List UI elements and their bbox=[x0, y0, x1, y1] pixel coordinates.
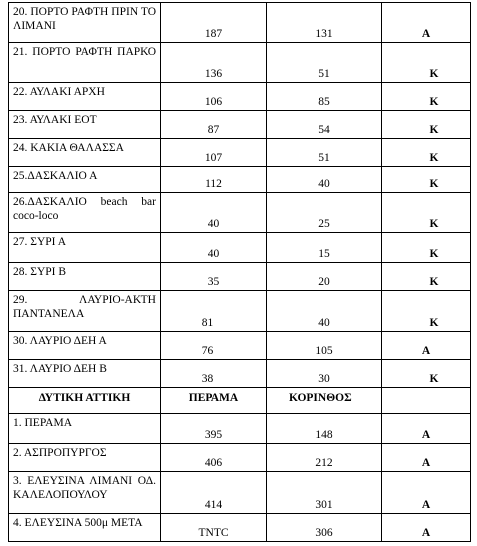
column-heading-perama: ΠΕΡΑΜΑ bbox=[188, 392, 239, 404]
grade: Α bbox=[421, 457, 431, 469]
table-row bbox=[9, 444, 471, 472]
grade: Α bbox=[421, 499, 431, 511]
value-a: 40 bbox=[207, 218, 220, 230]
value-b: 306 bbox=[315, 527, 333, 539]
station-name: 4. ΕΛΕΥΣΙΝΑ 500μ ΜΕΤΑ bbox=[9, 514, 161, 542]
table-row bbox=[9, 193, 471, 233]
station-name: 21. ΠΟΡΤΟ ΡΑΦΤΗ ΠΑΡΚΟ bbox=[9, 43, 161, 83]
table-row bbox=[9, 360, 471, 388]
grade: Κ bbox=[429, 178, 439, 190]
grade: Α bbox=[421, 527, 431, 539]
value-b: 54 bbox=[318, 124, 330, 136]
value-a: 406 bbox=[204, 457, 223, 469]
value-a: 35 bbox=[207, 276, 220, 288]
value-b: 40 bbox=[318, 317, 330, 329]
table-row bbox=[9, 414, 471, 444]
grade: Κ bbox=[429, 96, 439, 108]
value-a: 38 bbox=[201, 373, 214, 385]
value-b: 40 bbox=[318, 178, 330, 190]
station-name: 22. ΑΥΛΑΚΙ ΑΡΧΗ bbox=[9, 83, 161, 111]
water-quality-table bbox=[8, 2, 471, 542]
table-row bbox=[9, 83, 471, 111]
value-b: 105 bbox=[315, 345, 333, 357]
station-name: 31. ΛΑΥΡΙΟ ΔΕΗ Β bbox=[9, 360, 161, 388]
section-header-row bbox=[9, 388, 471, 414]
station-name: 29. ΛΑΥΡΙΟ-ΑΚΤΗ ΠΑΝΤΑΝΕΛΑ bbox=[9, 291, 161, 332]
table-row bbox=[9, 3, 471, 43]
value-a: 112 bbox=[205, 178, 222, 190]
station-name: 26.ΔΑΣΚΑΛΙΟ beach bar coco-loco bbox=[9, 193, 161, 233]
table-row bbox=[9, 43, 471, 83]
station-name: 28. ΣΥΡΙ Β bbox=[9, 263, 161, 291]
table-row bbox=[9, 291, 471, 332]
grade: Κ bbox=[429, 276, 439, 288]
grade: Α bbox=[421, 28, 431, 40]
grade: Κ bbox=[429, 317, 439, 329]
value-b: 148 bbox=[315, 429, 333, 441]
value-b: 15 bbox=[318, 248, 330, 260]
value-a: 76 bbox=[201, 345, 214, 357]
value-a: 40 bbox=[207, 248, 220, 260]
value-a: 107 bbox=[204, 152, 223, 164]
value-a: 136 bbox=[204, 68, 223, 80]
station-name: 27. ΣΥΡΙ Α bbox=[9, 233, 161, 263]
station-name: 20. ΠΟΡΤΟ ΡΑΦΤΗ ΠΡΙΝ ΤΟ ΛΙΜΑΝΙ bbox=[9, 3, 161, 43]
value-b: 30 bbox=[318, 373, 330, 385]
value-b: 51 bbox=[318, 68, 330, 80]
grade: Κ bbox=[429, 248, 439, 260]
table-row bbox=[9, 111, 471, 139]
table-row bbox=[9, 332, 471, 360]
value-b: 20 bbox=[318, 276, 330, 288]
value-b: 51 bbox=[318, 152, 330, 164]
station-name: 30. ΛΑΥΡΙΟ ΔΕΗ Α bbox=[9, 332, 161, 360]
grade: Κ bbox=[429, 152, 439, 164]
station-name: 25.ΔΑΣΚΑΛΙΟ Α bbox=[9, 167, 161, 193]
region-heading: ΔΥΤΙΚΗ ΑΤΤΙΚΗ bbox=[38, 392, 131, 404]
station-name: 2. ΑΣΠΡΟΠΥΡΓΟΣ bbox=[9, 444, 161, 472]
value-a: 187 bbox=[204, 28, 223, 40]
grade: Κ bbox=[429, 218, 439, 230]
value-a: 87 bbox=[207, 124, 220, 136]
grade: Κ bbox=[429, 124, 439, 136]
value-a: 414 bbox=[204, 499, 223, 511]
grade: Α bbox=[421, 429, 431, 441]
table-row bbox=[9, 514, 471, 542]
station-name: 24. ΚΑΚΙΑ ΘΑΛΑΣΣΑ bbox=[9, 139, 161, 167]
value-b: 131 bbox=[315, 28, 333, 40]
table-row bbox=[9, 139, 471, 167]
table-row bbox=[9, 167, 471, 193]
station-name: 1. ΠΕΡΑΜΑ bbox=[9, 414, 161, 444]
value-b: 301 bbox=[315, 499, 333, 511]
value-a: 395 bbox=[204, 429, 223, 441]
grade: Κ bbox=[429, 68, 439, 80]
value-b: 85 bbox=[318, 96, 330, 108]
value-a: 106 bbox=[204, 96, 223, 108]
station-name: 23. ΑΥΛΑΚΙ ΕΟΤ bbox=[9, 111, 161, 139]
value-b: 25 bbox=[318, 218, 330, 230]
value-a: TNTC bbox=[198, 527, 229, 539]
grade: Κ bbox=[429, 373, 439, 385]
value-a: 81 bbox=[201, 317, 214, 329]
table-row bbox=[9, 233, 471, 263]
grade: Α bbox=[421, 345, 431, 357]
station-name: 3. ΕΛΕΥΣΙΝΑ ΛΙΜΑΝΙ ΟΔ. ΚΑΛΕΛΟΠΟΥΛΟΥ bbox=[9, 472, 161, 514]
table-row bbox=[9, 263, 471, 291]
table-row bbox=[9, 472, 471, 514]
column-heading-korinthos: ΚΟΡΙΝΘΟΣ bbox=[289, 392, 352, 404]
value-b: 212 bbox=[315, 457, 333, 469]
